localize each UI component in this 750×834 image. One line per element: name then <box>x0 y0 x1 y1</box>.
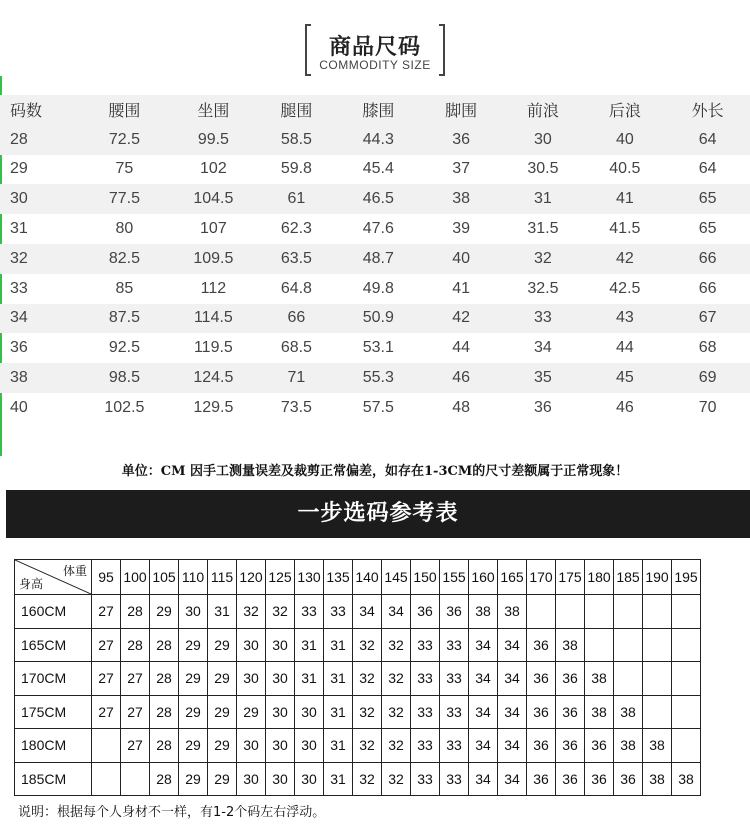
size-cell: 107 <box>200 220 227 238</box>
size-recommendation-cell: 29 <box>179 662 208 696</box>
size-recommendation-cell: 30 <box>237 662 266 696</box>
size-recommendation-cell: 32 <box>266 595 295 629</box>
weight-header-cell: 115 <box>208 560 237 595</box>
weight-header-cell: 190 <box>643 560 672 595</box>
size-recommendation-cell <box>643 595 672 629</box>
height-label-cell: 160CM <box>15 595 92 629</box>
size-cell: 46 <box>615 398 634 416</box>
size-column-header: 后浪 <box>584 95 665 125</box>
size-cell: 87.5 <box>79 304 170 334</box>
size-recommendation-cell: 30 <box>266 762 295 796</box>
weight-header-cell: 130 <box>295 560 324 595</box>
size-cell: 32.5 <box>527 279 559 297</box>
size-guide-grid <box>14 559 701 796</box>
size-recommendation-cell <box>92 729 121 763</box>
size-recommendation-cell: 38 <box>672 762 701 796</box>
size-recommendation-cell <box>672 695 701 729</box>
size-column-header: 腰围 <box>79 95 170 125</box>
weight-header-cell: 185 <box>614 560 643 595</box>
size-recommendation-cell: 31 <box>295 628 324 662</box>
size-cell: 67 <box>665 304 750 334</box>
size-cell: 45 <box>584 363 665 393</box>
size-recommendation-cell: 30 <box>237 762 266 796</box>
size-cell: 124.5 <box>170 363 257 393</box>
height-label-cell: 170CM <box>15 662 92 696</box>
size-table-row <box>0 125 750 155</box>
size-cell: 59.8 <box>280 160 312 178</box>
weight-header-cell: 125 <box>266 560 295 595</box>
size-cell: 32 <box>0 244 79 274</box>
size-cell: 44.3 <box>336 125 421 155</box>
size-recommendation-cell <box>672 729 701 763</box>
size-recommendation-cell: 27 <box>92 695 121 729</box>
size-guide-banner: 一步选码参考表 <box>6 490 750 538</box>
size-cell: 41 <box>584 184 665 214</box>
size-recommendation-cell: 34 <box>469 762 498 796</box>
size-table-row <box>0 304 750 334</box>
size-recommendation-cell: 32 <box>382 695 411 729</box>
size-recommendation-cell <box>643 695 672 729</box>
size-recommendation-cell: 33 <box>440 762 469 796</box>
size-recommendation-cell: 28 <box>150 762 179 796</box>
size-recommendation-cell: 36 <box>585 729 614 763</box>
size-column-header: 坐围 <box>170 95 257 125</box>
weight-header-cell: 175 <box>556 560 585 595</box>
size-cell: 36 <box>534 398 552 416</box>
size-column-header: 脚围 <box>421 95 502 125</box>
size-recommendation-cell: 33 <box>324 595 353 629</box>
size-recommendation-cell: 34 <box>382 595 411 629</box>
size-recommendation-cell: 36 <box>440 595 469 629</box>
size-recommendation-cell <box>672 628 701 662</box>
size-cell: 66 <box>257 304 336 334</box>
size-recommendation-cell: 32 <box>353 695 382 729</box>
size-recommendation-cell: 29 <box>179 695 208 729</box>
size-cell: 75 <box>115 160 134 178</box>
size-cell: 73.5 <box>280 398 312 416</box>
size-table-header <box>0 95 750 125</box>
size-table-row <box>0 244 750 274</box>
size-cell: 35 <box>501 363 584 393</box>
size-recommendation-cell: 32 <box>382 762 411 796</box>
size-cell: 31 <box>501 184 584 214</box>
size-recommendation-cell: 27 <box>92 628 121 662</box>
size-recommendation-cell: 31 <box>324 729 353 763</box>
size-recommendation-cell: 29 <box>179 762 208 796</box>
size-recommendation-cell: 32 <box>353 628 382 662</box>
size-cell: 48.7 <box>336 244 421 274</box>
size-recommendation-cell <box>672 662 701 696</box>
size-cell: 46 <box>421 363 502 393</box>
size-recommendation-cell: 30 <box>266 729 295 763</box>
size-cell: 40 <box>584 125 665 155</box>
size-recommendation-cell: 32 <box>353 662 382 696</box>
size-recommendation-cell: 27 <box>121 662 150 696</box>
size-cell: 37 <box>452 160 470 178</box>
size-recommendation-cell: 38 <box>498 595 527 629</box>
size-table-row <box>0 214 750 244</box>
size-cell: 82.5 <box>79 244 170 274</box>
size-cell: 36 <box>421 125 502 155</box>
size-cell: 39 <box>452 220 470 238</box>
weight-header-cell: 180 <box>585 560 614 595</box>
size-cell: 40 <box>421 244 502 274</box>
size-cell: 69 <box>665 363 750 393</box>
size-recommendation-cell: 30 <box>266 628 295 662</box>
size-cell: 99.5 <box>170 125 257 155</box>
size-cell: 55.3 <box>336 363 421 393</box>
size-cell: 109.5 <box>170 244 257 274</box>
size-cell: 42 <box>421 304 502 334</box>
size-recommendation-cell: 33 <box>440 662 469 696</box>
size-cell: 36 <box>10 339 28 357</box>
size-cell: 70 <box>698 398 717 416</box>
weight-header-cell: 145 <box>382 560 411 595</box>
size-table-row <box>0 184 750 214</box>
size-recommendation-cell: 34 <box>498 662 527 696</box>
size-column-header: 前浪 <box>501 95 584 125</box>
size-column-header: 外长 <box>665 95 750 125</box>
size-recommendation-cell: 30 <box>237 729 266 763</box>
weight-header-cell: 135 <box>324 560 353 595</box>
size-recommendation-cell: 30 <box>295 729 324 763</box>
size-recommendation-cell: 33 <box>411 628 440 662</box>
size-cell: 34 <box>0 304 79 334</box>
size-table-row <box>0 333 750 363</box>
size-recommendation-cell: 36 <box>527 695 556 729</box>
size-recommendation-cell: 29 <box>208 662 237 696</box>
size-recommendation-cell: 36 <box>527 729 556 763</box>
grid-corner <box>15 560 92 595</box>
size-cell: 48 <box>452 398 470 416</box>
size-recommendation-cell: 38 <box>614 695 643 729</box>
size-recommendation-cell: 28 <box>121 628 150 662</box>
size-recommendation-cell <box>643 628 672 662</box>
size-cell: 38 <box>421 184 502 214</box>
size-recommendation-cell <box>643 662 672 696</box>
size-recommendation-cell: 34 <box>498 729 527 763</box>
size-recommendation-cell: 27 <box>92 595 121 629</box>
size-cell: 68 <box>698 339 717 357</box>
height-label-cell: 180CM <box>15 729 92 763</box>
weight-header-cell: 150 <box>411 560 440 595</box>
size-cell: 98.5 <box>79 363 170 393</box>
weight-header-cell: 170 <box>527 560 556 595</box>
size-recommendation-cell <box>556 595 585 629</box>
size-recommendation-cell: 38 <box>614 729 643 763</box>
size-recommendation-cell: 32 <box>353 762 382 796</box>
size-table-row <box>0 274 750 304</box>
size-recommendation-cell: 29 <box>208 762 237 796</box>
size-recommendation-cell: 29 <box>208 695 237 729</box>
weight-header-cell: 100 <box>121 560 150 595</box>
grid-row <box>15 595 701 629</box>
size-recommendation-cell: 32 <box>382 628 411 662</box>
size-recommendation-cell: 36 <box>585 762 614 796</box>
size-cell: 71 <box>257 363 336 393</box>
size-recommendation-cell: 38 <box>469 595 498 629</box>
size-recommendation-cell <box>614 628 643 662</box>
size-column-header: 腿围 <box>257 95 336 125</box>
size-cell: 33 <box>10 279 28 297</box>
grid-row <box>15 662 701 696</box>
size-recommendation-cell: 36 <box>527 662 556 696</box>
size-recommendation-cell: 28 <box>150 729 179 763</box>
size-cell: 42 <box>584 244 665 274</box>
size-recommendation-cell: 30 <box>295 695 324 729</box>
size-recommendation-cell: 29 <box>208 628 237 662</box>
size-recommendation-cell: 33 <box>295 595 324 629</box>
size-cell: 34 <box>534 339 552 357</box>
size-cell: 38 <box>0 363 79 393</box>
size-recommendation-cell: 36 <box>556 662 585 696</box>
size-cell: 40.5 <box>609 160 641 178</box>
size-recommendation-cell: 28 <box>150 662 179 696</box>
title-chinese: 商品尺码 <box>328 35 421 60</box>
size-column-header: 码数 <box>0 95 79 125</box>
size-recommendation-cell: 31 <box>324 762 353 796</box>
size-column-header: 膝围 <box>336 95 421 125</box>
size-recommendation-cell: 32 <box>237 595 266 629</box>
grid-header-row <box>15 560 701 595</box>
size-recommendation-cell <box>92 762 121 796</box>
size-recommendation-cell: 38 <box>556 628 585 662</box>
size-cell: 46.5 <box>336 184 421 214</box>
size-recommendation-cell: 33 <box>440 628 469 662</box>
size-recommendation-cell: 31 <box>324 662 353 696</box>
size-recommendation-cell <box>527 595 556 629</box>
size-cell: 32 <box>501 244 584 274</box>
grid-row <box>15 762 701 796</box>
size-cell: 112 <box>200 279 227 297</box>
size-cell: 43 <box>584 304 665 334</box>
size-recommendation-cell: 36 <box>556 729 585 763</box>
weight-header-cell: 140 <box>353 560 382 595</box>
grid-row <box>15 729 701 763</box>
size-recommendation-cell: 34 <box>469 662 498 696</box>
measurement-note: 单位：CM 因手工测量误差及裁剪正常偏差，如存在1-3CM的尺寸差额属于正常现象！ <box>121 464 629 479</box>
size-cell: 61 <box>257 184 336 214</box>
weight-header-cell: 160 <box>469 560 498 595</box>
size-cell: 29 <box>10 160 28 178</box>
size-cell: 72.5 <box>79 125 170 155</box>
size-cell: 44 <box>615 339 634 357</box>
section-title <box>305 24 445 76</box>
size-cell: 64 <box>698 160 717 178</box>
size-recommendation-cell: 28 <box>150 695 179 729</box>
size-recommendation-cell: 38 <box>585 662 614 696</box>
size-cell: 50.9 <box>336 304 421 334</box>
size-cell: 49.8 <box>362 279 394 297</box>
size-cell: 42.5 <box>609 279 641 297</box>
corner-height-label: 身高 <box>19 577 44 591</box>
size-cell: 41.5 <box>609 220 641 238</box>
size-cell: 44 <box>452 339 470 357</box>
size-recommendation-cell: 27 <box>121 695 150 729</box>
size-recommendation-cell: 38 <box>643 729 672 763</box>
size-cell: 58.5 <box>257 125 336 155</box>
size-table-row <box>0 363 750 393</box>
size-recommendation-cell: 36 <box>614 762 643 796</box>
size-recommendation-cell: 34 <box>498 695 527 729</box>
size-cell: 85 <box>115 279 134 297</box>
weight-header-cell: 155 <box>440 560 469 595</box>
size-recommendation-cell: 36 <box>556 695 585 729</box>
size-cell: 77.5 <box>79 184 170 214</box>
size-recommendation-cell <box>585 595 614 629</box>
size-recommendation-cell: 29 <box>208 729 237 763</box>
size-cell: 30.5 <box>527 160 559 178</box>
size-cell: 40 <box>10 398 28 416</box>
size-recommendation-cell: 38 <box>585 695 614 729</box>
size-table-row <box>0 393 750 423</box>
size-cell: 62.3 <box>280 220 312 238</box>
weight-header-cell: 95 <box>92 560 121 595</box>
weight-header-cell: 110 <box>179 560 208 595</box>
size-recommendation-cell: 30 <box>295 762 324 796</box>
size-cell: 65 <box>698 220 717 238</box>
size-recommendation-cell: 36 <box>527 762 556 796</box>
size-cell: 92.5 <box>108 339 140 357</box>
size-cell: 45.4 <box>362 160 394 178</box>
size-table <box>0 95 750 423</box>
size-recommendation-cell: 28 <box>150 628 179 662</box>
height-label-cell: 185CM <box>15 762 92 796</box>
size-recommendation-cell: 32 <box>382 662 411 696</box>
weight-header-cell: 105 <box>150 560 179 595</box>
footer-note: 说明：根据每个人身材不一样，有1-2个码左右浮动。 <box>18 805 326 820</box>
size-recommendation-cell: 31 <box>208 595 237 629</box>
weight-header-cell: 195 <box>672 560 701 595</box>
size-recommendation-cell <box>121 762 150 796</box>
size-recommendation-cell: 33 <box>440 695 469 729</box>
size-recommendation-cell: 27 <box>121 729 150 763</box>
grid-row <box>15 695 701 729</box>
size-recommendation-cell: 31 <box>295 662 324 696</box>
size-recommendation-cell: 34 <box>469 729 498 763</box>
size-recommendation-cell: 31 <box>324 695 353 729</box>
size-recommendation-cell: 38 <box>643 762 672 796</box>
size-cell: 64.8 <box>280 279 312 297</box>
size-recommendation-cell: 33 <box>411 662 440 696</box>
size-cell: 102.5 <box>104 398 145 416</box>
size-cell: 47.6 <box>362 220 394 238</box>
size-cell: 31 <box>10 220 28 238</box>
size-table-row <box>0 155 750 185</box>
size-recommendation-cell: 34 <box>498 762 527 796</box>
size-recommendation-cell: 30 <box>237 628 266 662</box>
size-recommendation-cell: 30 <box>266 662 295 696</box>
size-cell: 129.5 <box>193 398 234 416</box>
title-english: COMMODITY SIZE <box>319 58 431 72</box>
size-recommendation-cell: 33 <box>411 729 440 763</box>
size-recommendation-cell: 33 <box>440 729 469 763</box>
size-recommendation-cell: 28 <box>121 595 150 629</box>
size-recommendation-cell: 36 <box>411 595 440 629</box>
size-recommendation-cell: 32 <box>353 729 382 763</box>
size-cell: 68.5 <box>280 339 312 357</box>
size-cell: 31.5 <box>527 220 559 238</box>
size-recommendation-cell <box>614 595 643 629</box>
size-recommendation-cell: 34 <box>353 595 382 629</box>
size-cell: 66 <box>665 244 750 274</box>
height-label-cell: 175CM <box>15 695 92 729</box>
size-cell: 119.5 <box>193 339 233 357</box>
size-cell: 33 <box>501 304 584 334</box>
height-label-cell: 165CM <box>15 628 92 662</box>
size-recommendation-cell: 34 <box>469 628 498 662</box>
size-recommendation-cell: 34 <box>469 695 498 729</box>
size-cell: 102 <box>200 160 227 178</box>
size-recommendation-cell: 29 <box>237 695 266 729</box>
size-recommendation-cell: 27 <box>92 662 121 696</box>
size-recommendation-cell: 29 <box>150 595 179 629</box>
size-cell: 66 <box>698 279 717 297</box>
size-cell: 28 <box>0 125 79 155</box>
size-recommendation-cell: 34 <box>498 628 527 662</box>
size-cell: 80 <box>115 220 134 238</box>
size-cell: 104.5 <box>170 184 257 214</box>
size-recommendation-cell: 33 <box>411 762 440 796</box>
weight-header-cell: 165 <box>498 560 527 595</box>
size-recommendation-cell: 29 <box>179 628 208 662</box>
size-cell: 30 <box>501 125 584 155</box>
size-cell: 64 <box>665 125 750 155</box>
size-cell: 65 <box>665 184 750 214</box>
size-recommendation-cell: 31 <box>324 628 353 662</box>
size-recommendation-cell: 36 <box>556 762 585 796</box>
size-cell: 63.5 <box>257 244 336 274</box>
size-recommendation-cell <box>585 628 614 662</box>
size-cell: 41 <box>452 279 470 297</box>
size-cell: 114.5 <box>170 304 257 334</box>
size-cell: 53.1 <box>362 339 394 357</box>
size-recommendation-cell: 29 <box>179 729 208 763</box>
size-recommendation-cell <box>614 662 643 696</box>
corner-weight-label: 体重 <box>62 564 87 578</box>
size-cell: 57.5 <box>362 398 394 416</box>
grid-row <box>15 628 701 662</box>
weight-header-cell: 120 <box>237 560 266 595</box>
size-recommendation-cell: 33 <box>411 695 440 729</box>
size-recommendation-cell: 30 <box>179 595 208 629</box>
size-recommendation-cell: 36 <box>527 628 556 662</box>
size-cell: 30 <box>0 184 79 214</box>
size-recommendation-cell <box>672 595 701 629</box>
size-recommendation-cell: 30 <box>266 695 295 729</box>
size-recommendation-cell: 32 <box>382 729 411 763</box>
